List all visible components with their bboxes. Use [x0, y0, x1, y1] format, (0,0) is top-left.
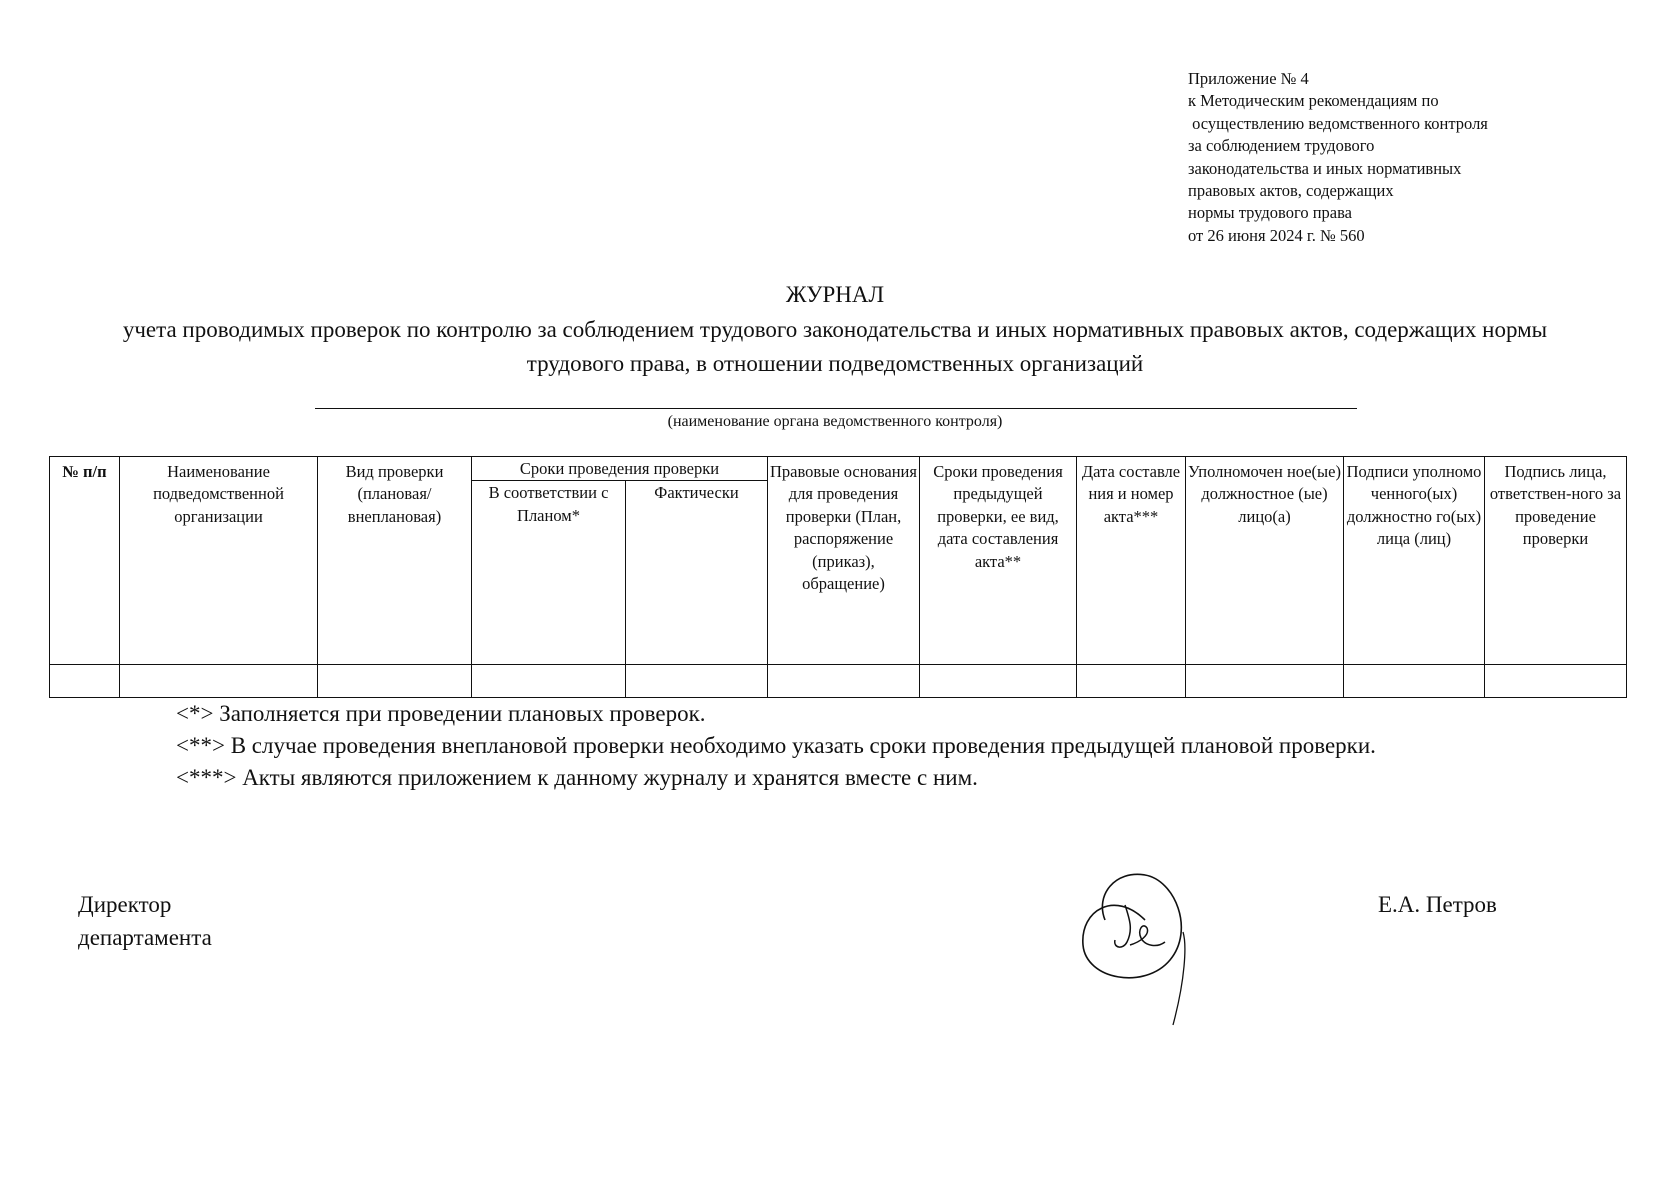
header-act-date: Дата составле ния и номер акта*** — [1077, 457, 1186, 665]
appendix-line: к Методическим рекомендациям по — [1188, 91, 1439, 111]
header-organization: Наименование подведомственной организации — [120, 457, 318, 665]
document-subtitle: учета проводимых проверок по контролю за соблюдением трудового законодательства и иных нормативных правовых актов, содержащих нормы трудового права, в отношении подведомственных организаций — [122, 317, 1548, 376]
footnote-2: <**> В случае проведения внеплановой проверки необходимо указать сроки проведения предыдущей плановой проверки. — [176, 733, 1376, 758]
appendix-line: правовых актов, содержащих — [1188, 181, 1394, 201]
table-cell[interactable] — [318, 665, 472, 698]
appendix-line: законодательства и иных нормативных — [1188, 158, 1462, 178]
table-row — [50, 665, 1627, 698]
signer-position-line: департамента — [78, 925, 212, 950]
appendix-line: осуществлению ведомственного контроля — [1188, 113, 1488, 133]
table-cell[interactable] — [1485, 665, 1627, 698]
header-row — [50, 457, 1627, 481]
header-inspection-type: Вид проверки (плановая/ внеплановая) — [318, 457, 472, 665]
authority-caption: (наименование органа ведомственного контроля) — [667, 413, 1003, 430]
table-cell[interactable] — [626, 665, 768, 698]
appendix-line: нормы трудового права — [1188, 203, 1352, 223]
signer-name: Е.А. Петров — [1378, 892, 1497, 917]
table-cell[interactable] — [920, 665, 1077, 698]
header-terms-actual: Фактически — [626, 481, 768, 665]
table-cell[interactable] — [768, 665, 920, 698]
appendix-block — [1188, 68, 1488, 247]
table-cell[interactable] — [1344, 665, 1485, 698]
authority-fill-line — [315, 408, 1357, 409]
table-cell[interactable] — [50, 665, 120, 698]
footnote-1: <*> Заполняется при проведении плановых проверок. — [176, 701, 706, 726]
header-previous-inspection: Сроки проведения предыдущей проверки, ее вид, дата составления акта** — [920, 457, 1077, 665]
signer-position-line: Директор — [78, 892, 172, 917]
footnote-3: <***> Акты являются приложением к данному журналу и хранятся вместе с ним. — [176, 765, 978, 790]
table-cell[interactable] — [120, 665, 318, 698]
signer-position — [78, 888, 212, 954]
table-cell[interactable] — [472, 665, 626, 698]
table-cell[interactable] — [1186, 665, 1344, 698]
document-title: ЖУРНАЛ — [785, 282, 885, 307]
header-legal-basis: Правовые основания для проведения проверки (План, распоряжение (приказ), обращение) — [768, 457, 920, 665]
header-terms-plan: В соответствии с Планом* — [472, 481, 626, 665]
handwritten-signature — [1075, 850, 1225, 1030]
table-cell[interactable] — [1077, 665, 1186, 698]
header-terms-group: Сроки проведения проверки — [472, 457, 768, 481]
appendix-line: за соблюдением трудового — [1188, 136, 1375, 156]
footnotes — [92, 698, 1584, 794]
header-responsible-signature: Подпись лица, ответствен-ного за проведение проверки — [1485, 457, 1627, 665]
appendix-line: Приложение № 4 — [1188, 69, 1309, 88]
journal-table — [49, 456, 1627, 698]
header-number: № п/п — [50, 457, 120, 665]
header-authorized-persons: Уполномочен ное(ые) должностное (ые) лицо(а) — [1186, 457, 1344, 665]
appendix-line: от 26 июня 2024 г. № 560 — [1188, 225, 1365, 245]
header-signatures: Подписи уполномо ченного(ых) должностно го(ых) лица (лиц) — [1344, 457, 1485, 665]
